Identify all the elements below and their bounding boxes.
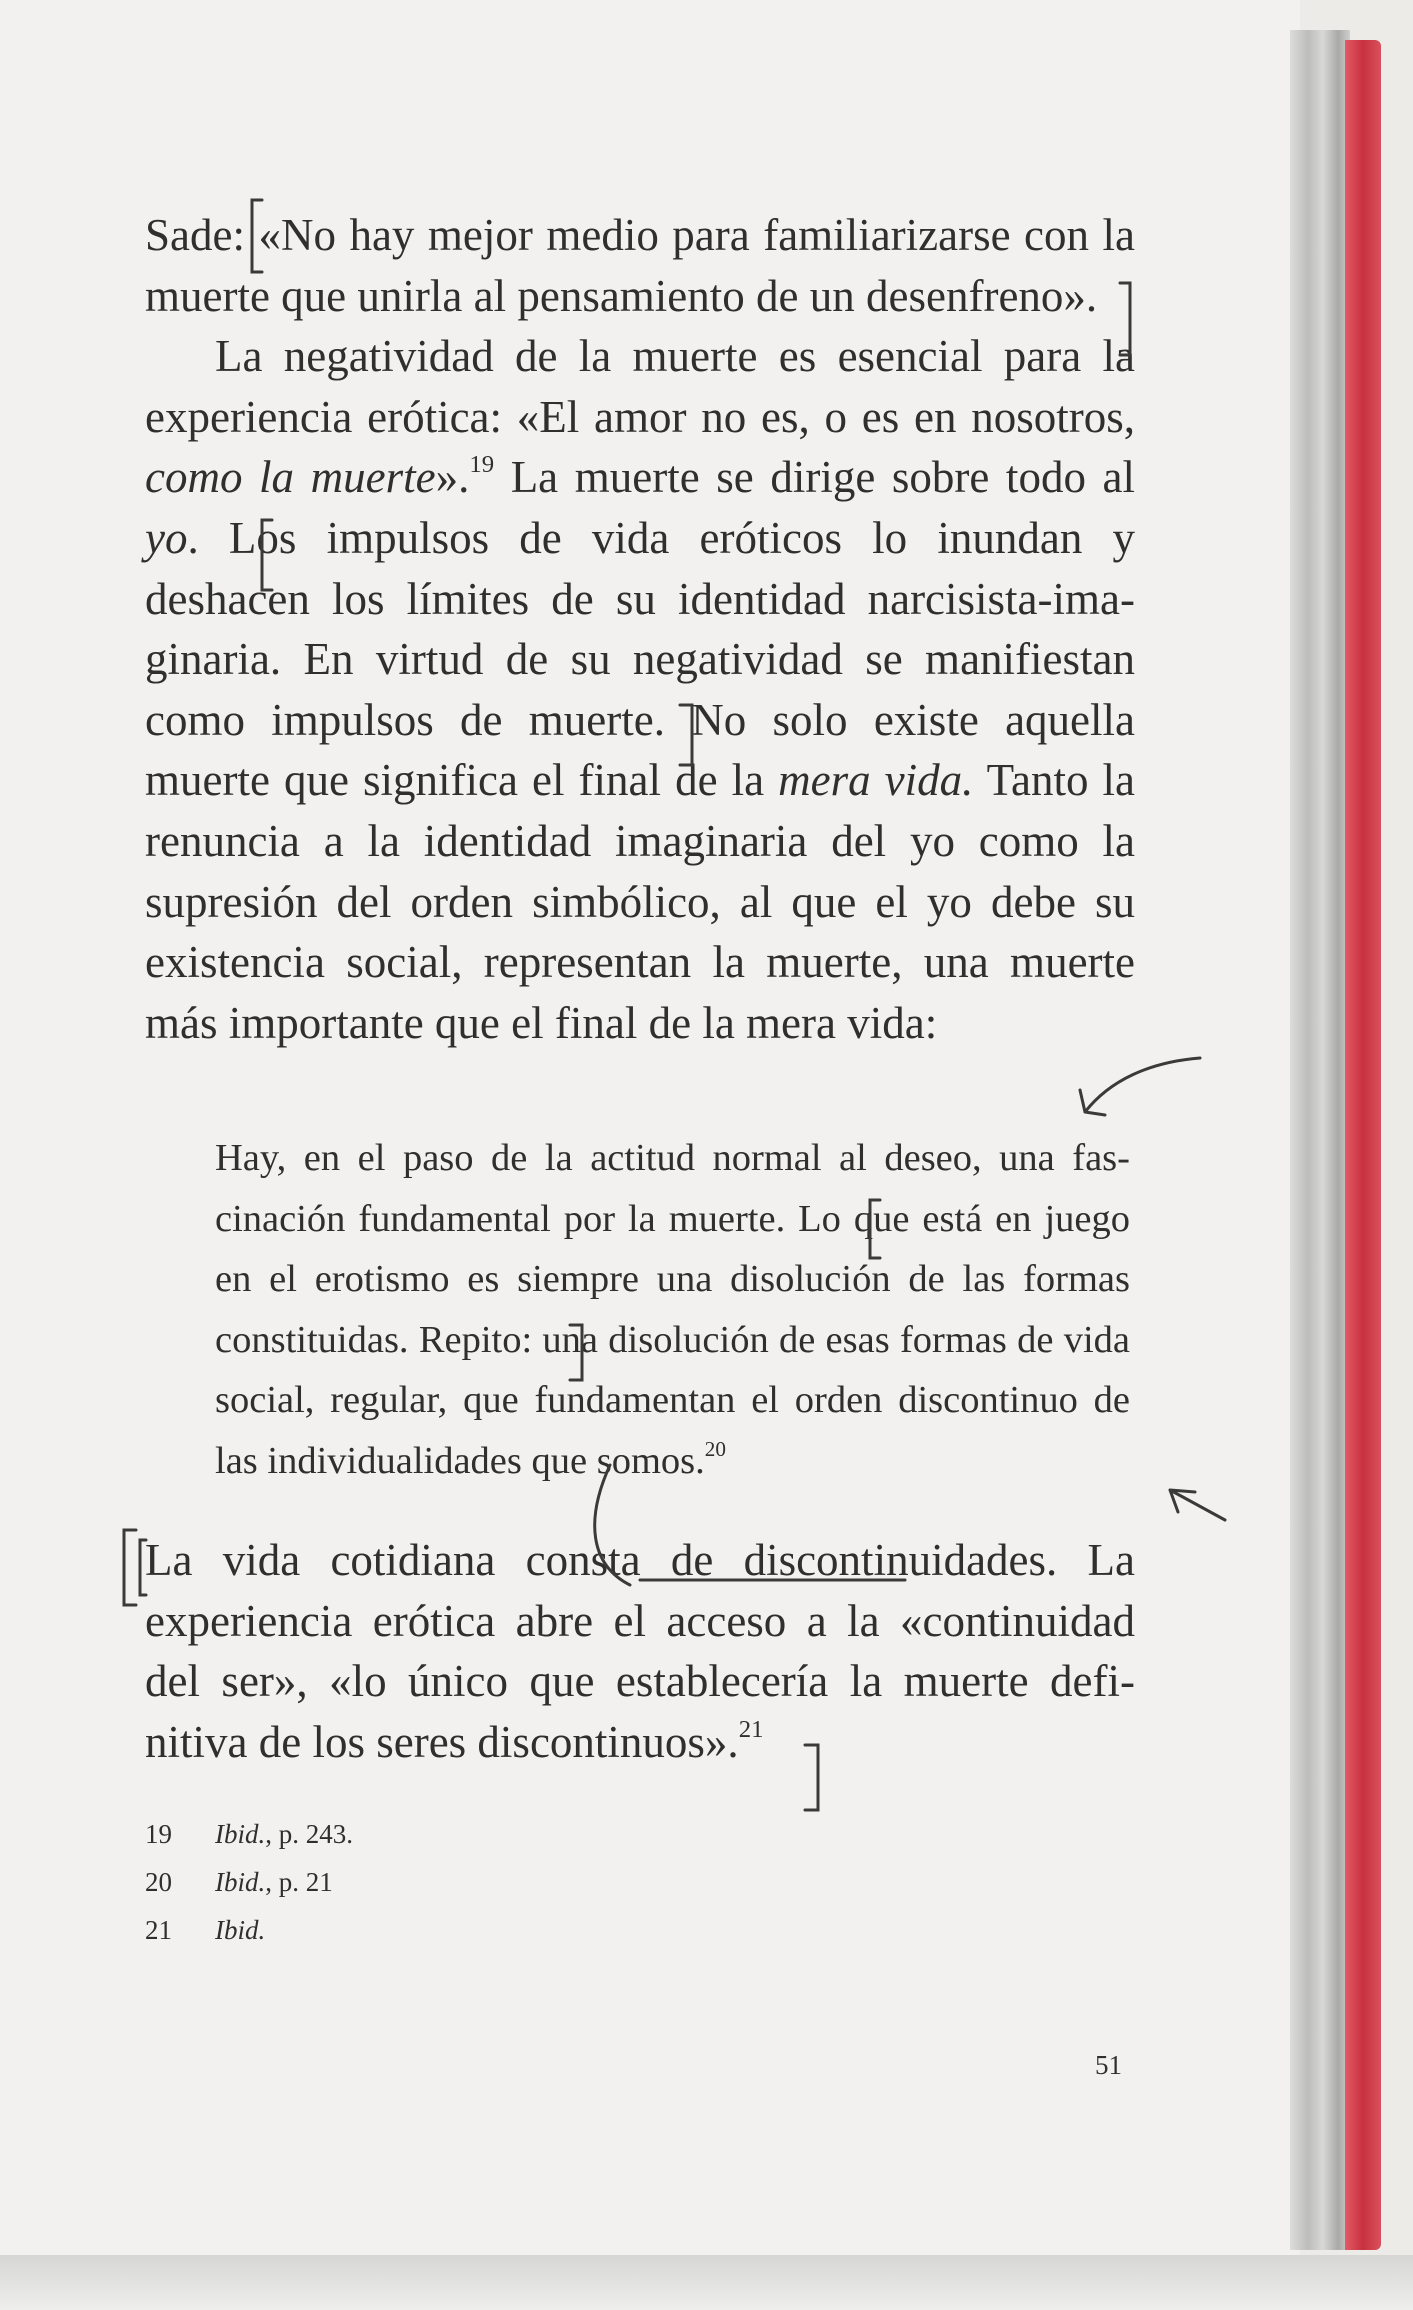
text-run: ». (435, 452, 470, 503)
footnote-ref-21[interactable]: 21 (738, 1715, 764, 1743)
footnote-19: 19 Ibid., p. 243. (145, 1819, 353, 1849)
text-run: La muerte se dirige sobre todo al (494, 452, 1135, 503)
text-run: Tanto la renuncia a la identidad imaginaria del yo como la supresión del orden simbólico, al que el yo debe su existencia social, representan la muerte, una muerte más importante que el final de la mera vida: (145, 755, 1135, 1048)
paragraph-sade: Sade: «No hay mejor medio para familiarizarse con la muerte que unirla al pensamiento de un desenfreno». (145, 210, 1135, 321)
page-edges (1290, 30, 1350, 2250)
footnote-ref-20[interactable]: 20 (704, 1437, 726, 1462)
scan-shadow (0, 2255, 1413, 2310)
footnote-20: 20 Ibid., p. 21 (145, 1867, 333, 1897)
text-run: La negatividad de la muerte es esencial para la experiencia erótica: «El amor no es, o es en nosotros, (145, 331, 1135, 442)
italic-yo: yo (145, 512, 188, 563)
footnote-ref-19[interactable]: 19 (469, 451, 495, 479)
text-run: . Los impulsos de vida eróticos lo inundan y deshacen los límites de su identidad narcisista-imaginaria. En virtud de su negatividad se manifiestan como impulsos de muerte. No solo existe aquella muerte que significa el final de la (145, 512, 1135, 806)
quote-text: Hay, en el paso de la actitud normal al deseo, una fascinación fundamental por la muerte. Lo que está en juego en el erotismo es siempre una disolución de las formas constituidas. Repito: una disolución de esas formas de vida social, regular, que fundamentan el orden discontinuo de las individualidades que somos. (215, 1137, 1130, 1482)
italic-phrase: como la muerte (145, 452, 436, 503)
block-quote (215, 1128, 1130, 1492)
closing-text: La vida cotidiana consta de discontinuidades. La experiencia erótica abre el acceso a la «continuidad del ser», «lo único que establecería la muerte definitiva de los seres discontinuos». (145, 1535, 1135, 1767)
footnote-21: 21 Ibid. (145, 1915, 266, 1945)
main-text (145, 205, 1135, 1053)
paragraph-negatividad (145, 326, 1135, 1053)
page-number: 51 (1095, 2050, 1122, 2080)
paragraph-closing (145, 1530, 1135, 1772)
italic-mera-vida: mera vida. (778, 755, 974, 806)
book-cover-edge (1345, 40, 1381, 2250)
footnotes (145, 1810, 353, 1954)
